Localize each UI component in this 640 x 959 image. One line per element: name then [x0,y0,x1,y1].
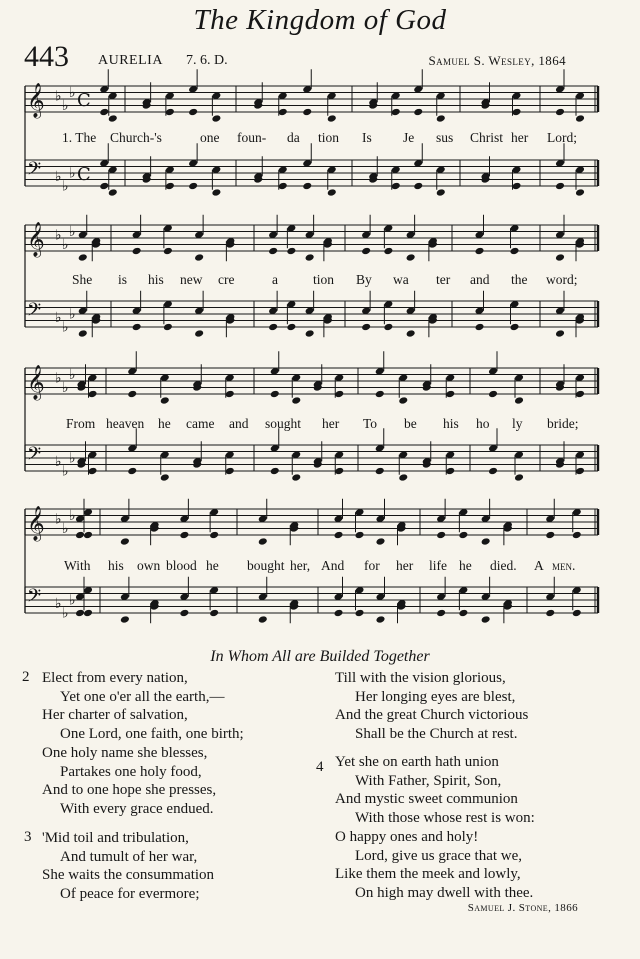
hymn-number: 443 [24,40,69,73]
verse-line: Till with the vision glorious, [335,670,506,686]
bass-clef: 𝄢 [27,586,42,611]
lyric-syllable: And [321,558,345,573]
lyric-syllable: her, [290,558,311,573]
lyric-syllable: new [180,272,203,287]
lyric-syllable: wa [393,272,409,287]
flat-sign: ♭ [69,508,76,525]
stanza-number: 4 [316,759,324,775]
note-head [127,467,137,476]
note-head [268,323,278,332]
treble-clef: 𝄞 [27,365,45,400]
lyric-line-3 [0,416,640,434]
lyric-syllable: he [158,416,171,431]
note-head [391,182,401,191]
lyric-syllable: one [200,130,220,145]
tune-name: AURELIA [98,53,163,68]
note-head [445,467,455,476]
lyric-syllable: her [396,558,414,573]
note-head [78,253,88,262]
note-head [108,188,118,197]
flat-sign: ♭ [55,370,62,387]
lyric-syllable: he [459,558,472,573]
lyric-syllable: She [72,272,93,287]
lyric-syllable: foun- [237,130,267,145]
lyric-syllable: Church-'s [110,130,162,145]
note-head [270,390,280,399]
lyric-syllable: Lord; [547,130,577,145]
lyric-syllable: men. [552,558,576,573]
lyric-syllable: blood [166,558,197,573]
verse-line: And to one hope she presses, [42,782,217,799]
verse-line: Her charter of salvation, [42,707,188,724]
flat-sign: ♭ [62,521,69,538]
note-head [512,108,522,117]
note-head [163,247,173,256]
note-head [555,108,565,117]
note-head [268,247,278,256]
note-head [165,108,175,117]
note-head [278,108,288,117]
lyric-syllable: bought [247,558,285,573]
lyric-syllable: Je [403,130,415,145]
flat-sign: ♭ [62,605,69,622]
lyric-syllable: Christ [470,130,504,145]
flat-sign: ♭ [55,227,62,244]
verse-line: 'Mid toil and tribulation, [42,830,189,846]
flat-sign: ♭ [55,595,62,612]
note-head [481,615,491,624]
flat-sign: ♭ [69,165,76,182]
lyric-syllable: life [429,558,447,573]
note-head [194,253,204,262]
verse-line: She waits the consummation [42,867,215,884]
time-signature: C [77,90,91,111]
verse-line: And tumult of her war, [60,848,198,865]
note-head [375,390,385,399]
note-head [179,609,189,618]
note-head [278,182,288,191]
note-head [132,323,142,332]
note-head [406,253,416,262]
verse-line: One holy name she blesses, [42,744,208,761]
note-head [291,473,301,482]
note-head [334,531,344,540]
stanza-number: 2 [22,669,30,685]
note-head [383,247,393,256]
lyric-syllable: came [186,416,215,431]
lyric-syllable: sus [436,130,454,145]
note-head [475,323,485,332]
note-head [458,531,468,540]
note-head [575,114,585,123]
lyric-syllable: From [66,416,96,431]
note-head [376,615,386,624]
lyric-syllable: her [322,416,340,431]
flat-sign: ♭ [55,88,62,105]
note-head [514,473,524,482]
note-head [334,609,344,618]
bass-clef: 𝄢 [27,300,42,325]
verse-line: Lord, give us grace that we, [355,847,523,864]
note-head [286,247,296,256]
note-head [391,108,401,117]
lyric-syllable: be [404,416,417,431]
lyric-syllable: he [206,558,219,573]
verse-line: Yet one o'er all the earth,— [60,688,225,705]
note-head [99,108,109,117]
flat-sign: ♭ [69,450,76,467]
note-head [512,182,522,191]
note-head [575,188,585,197]
verse-line: With those whose rest is won: [355,810,535,827]
verse-line: O happy ones and holy! [335,828,479,845]
section-heading: In Whom All are Builded Together [210,648,430,665]
note-head [436,188,446,197]
verse-line: Like them the meek and lowly, [335,866,521,883]
note-head [413,182,423,191]
verse-line: And mystic sweet communion [335,791,518,808]
note-head [75,531,85,540]
note-head [286,323,296,332]
note-head [120,537,130,546]
lyric-syllable: ter [436,272,451,287]
lyric-syllable: his [443,416,459,431]
note-head [160,396,170,405]
flat-sign: ♭ [55,453,62,470]
note-head [258,615,268,624]
stanza-number: 3 [24,829,32,845]
lyric-syllable: and [470,272,490,287]
flat-sign: ♭ [69,306,76,323]
flat-sign: ♭ [62,237,69,254]
lyric-line-2 [0,272,640,290]
note-head [83,609,93,618]
note-head [406,329,416,338]
note-head [436,609,446,618]
note-head [120,615,130,624]
flat-sign: ♭ [69,85,76,102]
note-head [211,114,221,123]
note-head [376,537,386,546]
note-head [291,396,301,405]
bass-clef: 𝄢 [27,159,42,184]
note-head [188,108,198,117]
verse-line: Of peace for evermore; [60,886,200,903]
bass-clef: 𝄢 [27,444,42,469]
flat-sign: ♭ [69,367,76,384]
stanza-3 [42,829,214,904]
note-head [545,531,555,540]
verse-line: With every grace endued. [60,800,214,817]
lyric-syllable: To [363,416,378,431]
note-head [514,396,524,405]
lyric-syllable: is [118,272,128,287]
note-head [413,108,423,117]
text-author-credit: Samuel J. Stone, 1866 [467,902,578,914]
flat-sign: ♭ [55,511,62,528]
note-head [305,253,315,262]
note-head [555,329,565,338]
lyric-syllable: died. [490,558,517,573]
stanza-3-continued [335,669,528,744]
note-head [188,182,198,191]
note-head [555,253,565,262]
note-head [436,114,446,123]
note-head [355,609,365,618]
lyric-syllable: his [148,272,164,287]
note-head [99,182,109,191]
note-head [225,467,235,476]
note-head [179,531,189,540]
verse-line: On high may dwell with thee. [355,884,534,901]
treble-clef: 𝄞 [27,83,45,118]
note-head [327,114,337,123]
note-head [488,467,498,476]
treble-clef: 𝄞 [27,222,45,257]
note-head [302,182,312,191]
note-head [398,473,408,482]
flat-sign: ♭ [62,178,69,195]
note-head [108,114,118,123]
lyric-syllable: his [108,558,124,573]
note-head [458,609,468,618]
note-head [258,537,268,546]
note-head [165,182,175,191]
note-head [355,531,365,540]
note-head [302,108,312,117]
verse-line: With Father, Spirit, Son, [355,772,502,789]
note-head [361,247,371,256]
note-head [398,396,408,405]
flat-sign: ♭ [69,592,76,609]
lyric-syllable: the [511,272,528,287]
hymn-meter: 7. 6. D. [186,53,228,68]
note-head [375,467,385,476]
note-head [575,467,585,476]
note-head [305,329,315,338]
note-head [211,188,221,197]
note-head [334,467,344,476]
note-head [334,390,344,399]
note-head [445,390,455,399]
page-title: The Kingdom of God [193,4,447,36]
verse-line: Her longing eyes are blest, [355,688,516,705]
lyric-syllable: tion [313,272,335,287]
note-head [88,390,98,399]
note-head [209,609,219,618]
lyric-syllable: bride; [547,416,579,431]
lyric-syllable: ho [476,416,490,431]
flat-sign: ♭ [55,168,62,185]
stanza-2 [42,669,244,819]
lyric-syllable: sought [265,416,302,431]
lyric-syllable: 1. The [62,130,97,145]
flat-sign: ♭ [62,98,69,115]
note-head [510,247,520,256]
stanza-4 [335,753,535,903]
note-head [83,531,93,540]
verse-line: Elect from every nation, [42,670,188,686]
composer-credit: Samuel S. Wesley, 1864 [428,53,566,68]
verse-line: Shall be the Church at rest. [355,726,518,743]
flat-sign: ♭ [62,319,69,336]
note-head [575,390,585,399]
note-head [436,531,446,540]
lyric-syllable: for [364,558,380,573]
flat-sign: ♭ [69,224,76,241]
flat-sign: ♭ [62,380,69,397]
lyric-syllable: ly [512,416,523,431]
note-head [510,323,520,332]
lyric-syllable: own [137,558,161,573]
note-head [327,188,337,197]
lyric-syllable: By [356,272,372,287]
note-head [225,390,235,399]
flat-sign: ♭ [62,463,69,480]
note-head [555,182,565,191]
lyric-syllable: With [64,558,91,573]
note-head [127,390,137,399]
lyric-line-1 [0,130,640,148]
lyric-syllable: word; [546,272,578,287]
lyric-line-4 [0,558,640,576]
note-head [194,329,204,338]
verse-line: And the great Church victorious [335,707,529,724]
lyric-syllable: a [272,272,278,287]
lyric-syllable: da [287,130,300,145]
note-head [163,323,173,332]
note-head [160,473,170,482]
lyric-syllable: tion [318,130,340,145]
note-head [481,537,491,546]
lyric-syllable: A [534,558,544,573]
note-head [383,323,393,332]
note-head [488,390,498,399]
note-head [75,609,85,618]
lyric-syllable: Is [362,130,372,145]
note-head [78,329,88,338]
note-head [572,609,582,618]
verse-line: Yet she on earth hath union [335,754,499,770]
note-head [475,247,485,256]
lyric-syllable: heaven [106,416,145,431]
lyric-syllable: her [511,130,529,145]
treble-clef: 𝄞 [27,506,45,541]
flat-sign: ♭ [55,309,62,326]
note-head [132,247,142,256]
verse-line: One Lord, one faith, one birth; [60,726,244,743]
time-signature: C [77,164,91,185]
note-head [361,323,371,332]
note-head [545,609,555,618]
lyric-syllable: and [229,416,249,431]
note-head [88,467,98,476]
verse-line: Partakes one holy food, [60,763,202,780]
note-head [572,531,582,540]
note-head [270,467,280,476]
lyric-syllable: cre [218,272,235,287]
note-head [209,531,219,540]
